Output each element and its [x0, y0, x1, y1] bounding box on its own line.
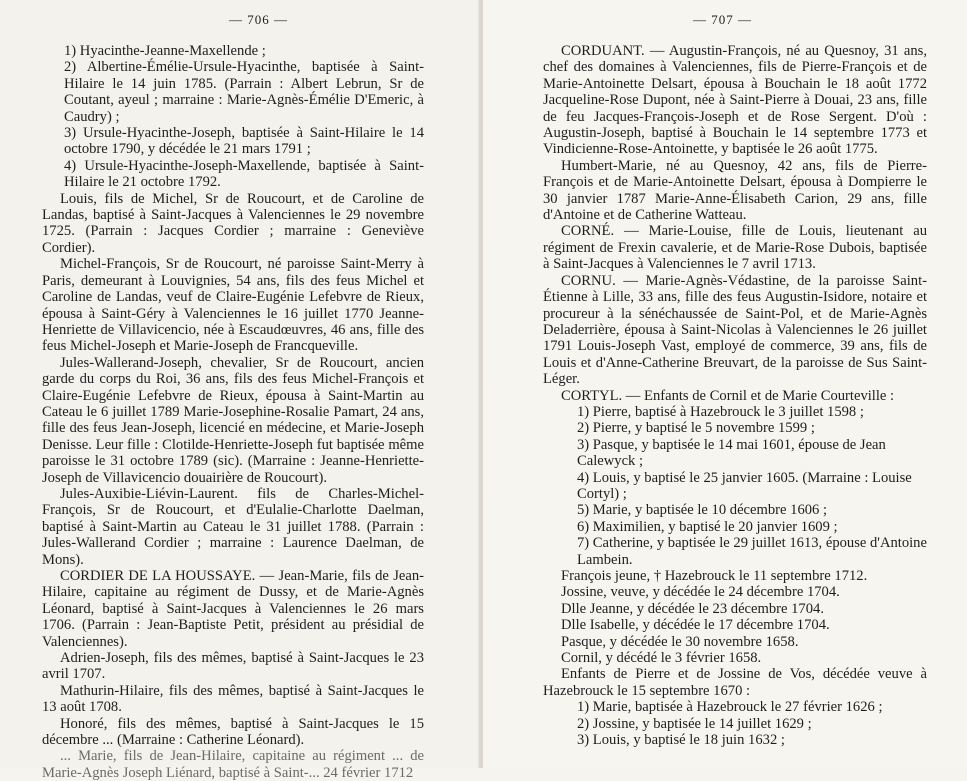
left-page	[0, 0, 480, 781]
paragraph: Dlle Jeanne, y décédée le 23 décembre 1704.	[561, 600, 824, 617]
paragraph: ... Marie, fils de Jean-Hilaire, capitaine au régiment ... de Marie-Agnès Joseph Liénard, baptisé à Saint-... 24 février 1712	[42, 748, 424, 781]
paragraph: Honoré, fils des mêmes, baptisé à Saint-Jacques le 15 décembre ... (Marraine : Catherine Léonard).	[42, 715, 424, 749]
paragraph: Louis, fils de Michel, Sr de Roucourt, et de Caroline de Landas, baptisé à Saint-Jacques à Valenciennes le 29 novembre 1725. (Parrain : Jacques Cordier ; marraine : Geneviève Cordier).	[42, 190, 424, 256]
paragraph: 5) Marie, y baptisée le 10 décembre 1606 ;	[577, 502, 828, 519]
paragraph: François jeune, † Hazebrouck le 11 septembre 1712.	[561, 568, 868, 584]
page-number: — 706 —	[229, 12, 288, 27]
paragraph: 2) Jossine, y baptisée le 14 juillet 1629 ;	[577, 715, 812, 732]
text-column	[543, 43, 927, 748]
paragraph: Adrien-Joseph, fils des mêmes, baptisé à Saint-Jacques le 23 avril 1707.	[42, 650, 424, 683]
paragraph: Humbert-Marie, né au Quesnoy, 42 ans, fils de Pierre-François et de Marie-Antoinette Delsart, épousa à Dompierre le 30 janvier 1787 Marie-Anne-Élisabeth Carion, 29 ans, fille d'Antoine et de Catherine Watteau.	[543, 157, 927, 224]
paragraph: Cornil, y décédé le 3 février 1658.	[561, 650, 762, 667]
paragraph: 2) Albertine-Émélie-Ursule-Hyacinthe, baptisée à Saint-Hilaire le 14 juin 1785. (Parrain : Albert Lebrun, Sr de Coutant, ayeul ; marraine : Marie-Agnès-Émélie D'Emeric, à Caudry) ;	[64, 59, 424, 125]
paragraph: 6) Maximilien, y baptisé le 20 janvier 1609 ;	[577, 518, 838, 535]
paragraph: 3) Louis, y baptisé le 18 juin 1632 ;	[577, 732, 785, 749]
paragraph: 1) Pierre, baptisé à Hazebrouck le 3 juillet 1598 ;	[577, 403, 864, 420]
paragraph: 2) Pierre, y baptisé le 5 novembre 1599 ;	[577, 420, 815, 437]
paragraph: CORNU. — Marie-Agnès-Védastine, de la paroisse Saint-Étienne à Lille, 33 ans, fille des feus Augustin-Isidore, notaire et procureur à la sénéchaussée de Saint-Pol, et de Marie-Agnès Deladerrière, épousa à Saint-Nicolas à Valenciennes le 26 juillet 1791 Louis-Joseph Vast, employé de commerce, 39 ans, fils de Louis et d'Anne-Catherine Breuvart, de la paroisse de Sus Saint-Léger.	[543, 272, 927, 388]
paragraph: Jules-Wallerand-Joseph, chevalier, Sr de Roucourt, ancien garde du corps du Roi, 36 ans, fils des feus Michel-François et Claire-Eugénie Lefebvre de Rieux, épousa à Saint-Martin au Cateau le 6 juillet 1789 Marie-Josephine-Rosalie Pamart, 24 ans, fille des feus Jean-Joseph, licencié en médecine, et Marie-Joseph Denisse. Leur fille : Clotilde-Henriette-Joseph fut baptisée même paroisse le 31 octobre 1789 (sic). (Marraine : Jeanne-Henriette-Joseph de Villavicencio douairière de Roucourt).	[42, 354, 424, 486]
paragraph: 4) Ursule-Hyacinthe-Joseph-Maxellende, baptisée à Saint-Hilaire le 21 octobre 1792.	[64, 157, 424, 191]
paragraph: 3) Pasque, y baptisée le 14 mai 1601, épouse de Jean Calewyck ;	[577, 436, 886, 470]
paragraph: Jossine, veuve, y décédée le 24 décembre 1704.	[561, 584, 840, 601]
paragraph: Mathurin-Hilaire, fils des mêmes, baptisé à Saint-Jacques le 13 août 1708.	[42, 682, 424, 716]
page-number: — 707 —	[693, 12, 752, 27]
paragraph: Pasque, y décédée le 30 novembre 1658.	[561, 633, 799, 650]
paragraph: CORDIER DE LA HOUSSAYE. — Jean-Marie, fils de Jean-Hilaire, capitaine au régiment de Dussy, et de Marie-Agnès Léonard, baptisé à Saint-Jacques à Valenciennes le 26 mars 1706. (Parrain : Jean-Baptiste Petit, président au présidial de Valenciennes).	[42, 568, 424, 650]
paragraph: CORNÉ. — Marie-Louise, fille de Louis, lieutenant au régiment de Frexin cavalerie, et de Marie-Rose Dubois, baptisée à Saint-Jacques à Valenciennes le 7 avril 1713.	[543, 223, 927, 273]
paragraph: Jules-Auxibie-Liévin-Laurent. fils de Charles-Michel-François, Sr de Roucourt, et d'Eulalie-Charlotte Daelman, baptisé à Saint-Martin au Cateau le 31 juillet 1788. (Parrain : Jules-Wallerand Cordier ; marraine : Laurence Daelman, de Mons).	[42, 485, 424, 568]
paragraph: 1) Hyacinthe-Jeanne-Maxellende ;	[64, 43, 266, 59]
paragraph: 7) Catherine, y baptisée le 29 juillet 1613, épouse d'Antoine Lambein.	[577, 535, 927, 568]
right-page	[483, 0, 967, 768]
paragraph: 4) Louis, y baptisé le 25 janvier 1605. (Marraine : Louise Cortyl) ;	[577, 469, 912, 502]
paragraph: Enfants de Pierre et de Jossine de Vos, décédée veuve à Hazebrouck le 15 septembre 1670 :	[543, 666, 927, 699]
paragraph: 3) Ursule-Hyacinthe-Joseph, baptisée à Saint-Hilaire le 14 octobre 1790, y décédée le 21 mars 1791 ;	[64, 125, 424, 158]
paragraph: Dlle Isabelle, y décédée le 17 décembre 1704.	[561, 617, 830, 634]
paragraph: CORTYL. — Enfants de Cornil et de Marie Courteville :	[561, 387, 895, 404]
paragraph: 1) Marie, baptisée à Hazebrouck le 27 février 1626 ;	[577, 699, 883, 716]
paragraph: Michel-François, Sr de Roucourt, né paroisse Saint-Merry à Paris, demeurant à Louvignies, 54 ans, fils des feus Michel et Caroline de Landas, veuf de Claire-Eugénie Lefebvre de Rieux, épousa à Saint-Géry à Valenciennes le 16 juillet 1770 Jeanne-Henriette de Villavicencio, née à Escaudœuvres, 46 ans, fille des feus Michel-Joseph et Marie-Joseph de Francqueville.	[42, 256, 424, 355]
paragraph: CORDUANT. — Augustin-François, né au Quesnoy, 31 ans, chef des domaines à Valenciennes, fils de Pierre-François et de Marie-Antoinette Delsart, épousa à Bouchain le 18 août 1772 Jacqueline-Rose Dupont, née à Saint-Pierre à Douai, 23 ans, fille de feu Jacques-François-Joseph et de Rose Sergent. D'où : Augustin-Joseph, baptisé à Bouchain le 14 septembre 1773 et Vindicienne-Rose-Antoinette, y baptisée le 26 août 1775.	[543, 43, 927, 158]
text-column	[42, 43, 424, 781]
